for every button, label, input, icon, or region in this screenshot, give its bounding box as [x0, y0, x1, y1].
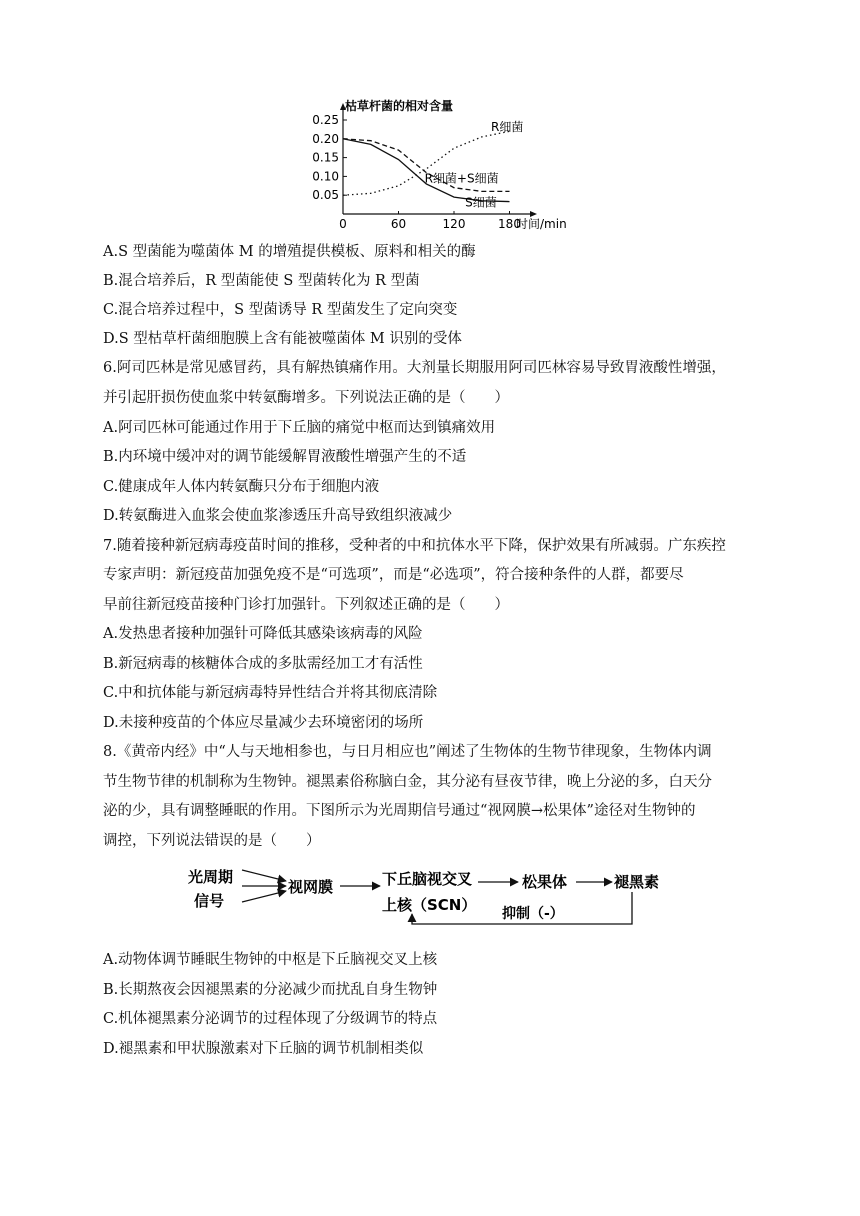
- q6-option-c: C.健康成年人体内转氨酶只分布于细胞内液: [103, 479, 380, 495]
- biological-clock-diagram: [180, 862, 680, 934]
- y-tick-label: 0.05: [312, 188, 339, 203]
- flow-scn-line-2: 上核（SCN）: [382, 896, 477, 914]
- q6-option-d: D.转氨酶进入血浆会使血浆渗透压升高导致组织液减少: [103, 508, 453, 524]
- series-line: [343, 139, 510, 202]
- flow-scn-line-1: 下丘脑视交叉: [382, 870, 473, 888]
- series-label: S细菌: [465, 195, 497, 210]
- q7-stem-line-2: 专家声明：新冠疫苗加强免疫不是“可选项”，而是“必选项”，符合接种条件的人群，都要尽: [103, 567, 684, 583]
- q8-stem-line-2: 节生物节律的机制称为生物钟。褪黑素俗称脑白金，其分泌有昼夜节律，晚上分泌的多，白天分: [103, 774, 712, 790]
- q7-stem-line-1: 7.随着接种新冠病毒疫苗时间的推移，受种者的中和抗体水平下降，保护效果有所减弱。广东疾控: [103, 538, 726, 554]
- flow-melatonin: 褪黑素: [614, 873, 660, 891]
- q5-option-b: B.混合培养后，R 型菌能使 S 型菌转化为 R 型菌: [103, 273, 420, 289]
- series-label: R细菌: [491, 120, 524, 135]
- q5-option-d: D.S 型枯草杆菌细胞膜上含有能被噬菌体 M 识别的受体: [103, 331, 462, 347]
- q7-option-c: C.中和抗体能与新冠病毒特异性结合并将其彻底清除: [103, 685, 438, 701]
- y-tick-label: 0.10: [312, 169, 339, 184]
- q7-option-a: A.发热患者接种加强针可降低其感染该病毒的风险: [103, 626, 423, 642]
- x-tick-label: 120: [442, 217, 466, 231]
- y-tick-label: 0.25: [312, 113, 339, 127]
- q7-option-b: B.新冠病毒的核糖体合成的多肽需经加工才有活性: [103, 656, 423, 672]
- flow-pineal: 松果体: [522, 873, 568, 891]
- q7-stem-line-3: 早前往新冠疫苗接种门诊打加强针。下列叙述正确的是（ ）: [103, 597, 509, 613]
- bacteria-chart-svg: [300, 99, 567, 235]
- q7-option-d: D.未接种疫苗的个体应尽量减少去环境密闭的场所: [103, 715, 424, 731]
- flow-inhibit: 抑制（-）: [502, 906, 564, 922]
- q6-stem-line-2: 并引起肝损伤使血浆中转氨酶增多。下列说法正确的是（ ）: [103, 390, 509, 406]
- x-tick-label: 0: [339, 217, 347, 231]
- q8-option-c: C.机体褪黑素分泌调节的过程体现了分级调节的特点: [103, 1011, 438, 1027]
- q8-stem-line-1: 8.《黄帝内经》中“人与天地相参也，与日月相应也”阐述了生物体的生物节律现象，生物体内调: [103, 744, 712, 760]
- y-tick-label: 0.15: [312, 150, 339, 165]
- q8-option-a: A.动物体调节睡眠生物钟的中枢是下丘脑视交叉上核: [103, 952, 438, 968]
- q6-option-b: B.内环境中缓冲对的调节能缓解胃液酸性增强产生的不适: [103, 449, 467, 465]
- q5-option-c: C.混合培养过程中，S 型菌诱导 R 型菌发生了定向突变: [103, 302, 458, 318]
- q5-option-a: A.S 型菌能为噬菌体 M 的增殖提供模板、原料和相关的酶: [103, 244, 476, 260]
- flow-retina: 视网膜: [288, 878, 334, 896]
- series-label: R细菌+S细菌: [424, 171, 499, 186]
- x-tick-label: 180: [498, 217, 521, 231]
- q8-option-b: B.长期熬夜会因褪黑素的分泌减少而扰乱自身生物钟: [103, 982, 438, 998]
- y-tick-label: 0.20: [312, 131, 339, 146]
- q8-stem-line-4: 调控，下列说法错误的是（ ）: [103, 833, 321, 849]
- arrow-signal-3: [242, 891, 286, 902]
- x-tick-label: 60: [390, 217, 407, 231]
- q6-stem-line-1: 6.阿司匹林是常见感冒药，具有解热镇痛作用。大剂量长期服用阿司匹林容易导致胃液酸性增强，: [103, 360, 726, 376]
- y-axis-label: 枯草杆菌的相对含量: [345, 99, 454, 113]
- q8-option-d: D.褪黑素和甲状腺激素对下丘脑的调节机制相类似: [103, 1041, 424, 1057]
- flow-signal-label-2: 信号: [194, 892, 225, 910]
- flow-svg: [180, 862, 680, 934]
- arrow-signal-1: [242, 870, 286, 881]
- q8-stem-line-3: 泌的少，具有调整睡眠的作用。下图所示为光周期信号通过“视网膜→松果体”途径对生物钟的: [103, 803, 696, 819]
- x-axis-label: 时间/min: [516, 217, 567, 231]
- bacteria-chart: [300, 99, 567, 235]
- flow-signal-label-1: 光周期: [188, 868, 234, 886]
- q6-option-a: A.阿司匹林可能通过作用于下丘脑的痛觉中枢而达到镇痛效用: [103, 420, 496, 436]
